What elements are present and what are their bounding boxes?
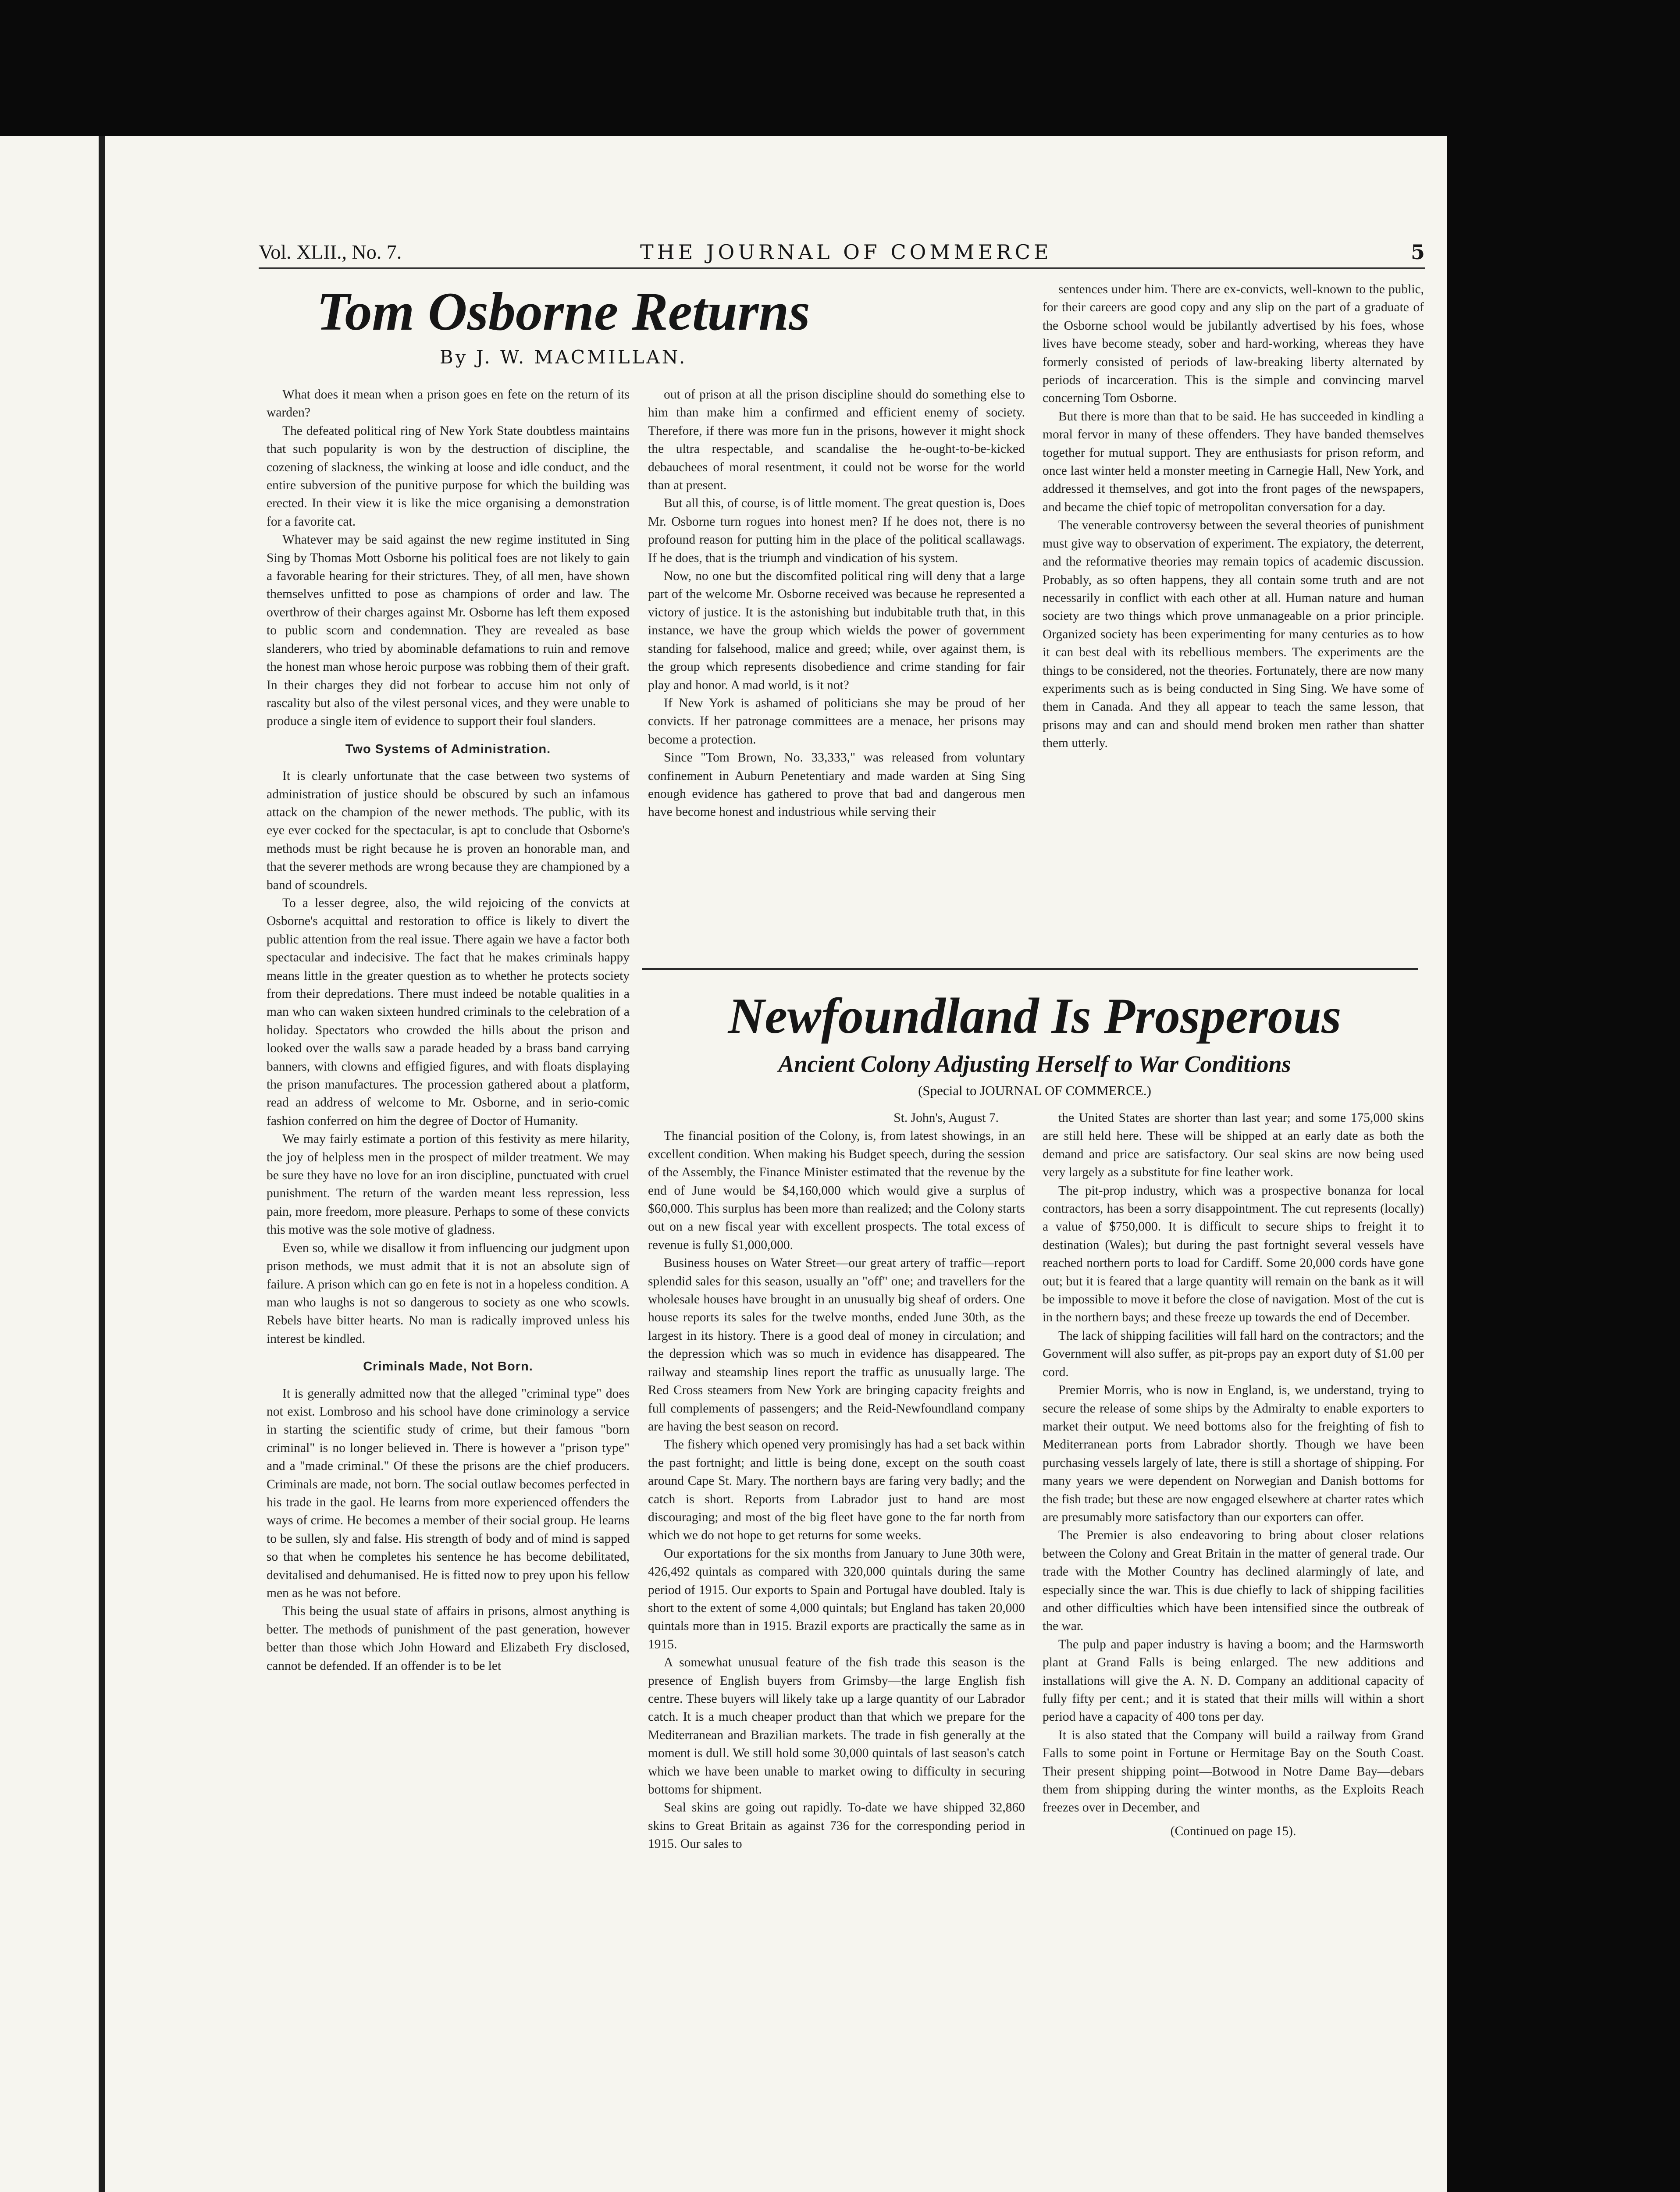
newfoundland-column-2 xyxy=(1043,1109,1424,1840)
paragraph: The pit-prop industry, which was a prospective bonanza for local contractors, has been a sorry disappointment. The cut represents (locally) a value of $750,000. It is difficult to secure ships to freight it to destination (Wales); but during the past fortnight several vessels have reached northern ports to load for Cardiff. Some 20,000 cords have gone out; but it is feared that a large quantity will remain on the bank as it will be impossible to move it before the close of navigation. Most of the cut is in the northern bays; and these freeze up towards the end of December. xyxy=(1043,1183,1424,1325)
article-byline: By J. W. MACMILLAN. xyxy=(439,346,687,368)
paragraph: Whatever may be said against the new regime instituted in Sing Sing by Thomas Mott Osborne his political foes are not likely to gain a favorable hearing for their strictures. They, of all men, have shown themselves unfitted to pose as champions of order and law. The overthrow of their charges against Mr. Osborne has left them exposed to public scorn and condemnation. They are revealed as base slanderers, who tried by abominable defamations to ruin and remove the honest man whose heroic purpose was robbing them of their graft. In their charges they did not forbear to accuse him not only of rascality but also of the vilest personal vices, and they were unable to produce a single item of evidence to support their foul slanders. xyxy=(267,533,630,729)
paragraph: The defeated political ring of New York State doubtless maintains that such popularity is won by the destruction of discipline, the cozening of slackness, the winking at loose and idle conduct, and the entire subversion of the punitive purpose for which the building was erected. In their view it is like the mice organising a demonstration for a favorite cat. xyxy=(267,423,630,529)
paragraph: Since "Tom Brown, No. 33,333," was released from voluntary confinement in Auburn Penetentiary and made warden at Sing Sing enough evidence has gathered to prove that bad and dangerous men have become honest and industrious while serving their xyxy=(648,751,1025,819)
paragraph: But all this, of course, is of little moment. The great question is, Does Mr. Osborne turn rogues into honest men? If he does not, there is no profound reason for putting him in the place of the political scallawags. If he does, that is the triumph and vindication of his system. xyxy=(648,496,1025,565)
paragraph: We may fairly estimate a portion of this festivity as mere hilarity, the joy of helpless men in the prospect of milder treatment. We may be sure they have no love for an iron discipline, punctuated with cruel punishment. The return of the warden meant less repression, less pain, more freedom, more pleasure. Perhaps to some of these convicts this motive was the sole motive of gladness. xyxy=(267,1132,630,1237)
article-subtitle: Ancient Colony Adjusting Herself to War Conditions xyxy=(778,1051,1291,1077)
osborne-column-1 xyxy=(267,386,630,1675)
osborne-column-3 xyxy=(1043,281,1424,753)
section-heading: Two Systems of Administration. xyxy=(345,742,551,756)
paragraph: The Premier is also endeavoring to bring about closer relations between the Colony and Great Britain in the matter of general trade. Our trade with the Mother Country has declined alarmingly of late, and especially since the war. This is due chiefly to lack of shipping facilities and other difficulties which have been intensified since the outbreak of the war. xyxy=(1043,1528,1424,1633)
paragraph: To a lesser degree, also, the wild rejoicing of the convicts at Osborne's acquittal and restoration to office is likely to divert the public attention from the real issue. There again we have a factor both spectacular and indecisive. The fact that he makes criminals happy means little in the greater question as to whether he protects society from their depredations. There must indeed be notable qualities in a man who can waken sixteen hundred criminals to the celebration of a holiday. Spectators who crowded the hills about the prison and looked over the walls saw a parade headed by a brass band carrying banners, with clowns and effigied figures, and with floats displaying the prison manufactures. The procession gathered about a platform, read an address of welcome to Mr. Osborne, and in serio-comic fashion conferred on him the degree of Doctor of Humanity. xyxy=(267,896,630,1128)
paragraph: out of prison at all the prison discipline should do something else to him than make him a confirmed and efficient enemy of society. Therefore, if there was more fun in the prisons, however it might shock the ultra respectable, and scandalise the he-ought-to-be-kicked debauchees of moral resentment, it could not be worse for the world than at present. xyxy=(648,388,1025,493)
paragraph: It is clearly unfortunate that the case between two systems of administration of justice should be obscured by such an infamous attack on the champion of the newer methods. The public, with its eye ever cocked for the spectacular, is apt to conclude that Osborne's methods must be right because he is proven an honorable man, and that the severer methods are wrong because they are championed by a band of scoundrels. xyxy=(267,769,630,892)
paragraph: the United States are shorter than last year; and some 175,000 skins are still held here. These will be shipped at an early date as both the demand and price are satisfactory. Our seal skins are now being used very largely as a substitute for fine leather work. xyxy=(1043,1111,1424,1180)
section-heading: Criminals Made, Not Born. xyxy=(363,1359,533,1374)
paragraph: Our exportations for the six months from January to June 30th were, 426,492 quintals as compared with 320,000 quintals during the same period of 1915. Our exports to Spain and Portugal have doubled. Italy is short to the extent of some 4,000 quintals; but England has taken 20,000 quintals more than in 1915. Brazil exports are practically the same as in 1915. xyxy=(648,1546,1025,1651)
continued-note: (Continued on page 15). xyxy=(1170,1824,1296,1838)
paragraph: The venerable controversy between the several theories of punishment must give way to observation of experiment. The expiatory, the deterrent, and the reformative theories may remain topics of academic discussion. Probably, as so often happens, they all contain some truth and are not necessarily in conflict with each other at all. Human nature and human society are two things which prove unmanageable on a prior principle. Organized society has been experimenting for many centuries as to how it can best deal with its rebellious members. The experiments are the things to be considered, not the theories. Fortunately, there are now many experiments such as is being conducted in Sing Sing. We have some of them in Canada. And they all appear to teach the same lesson, that prisons may and can and should mend broken men rather than shatter them utterly. xyxy=(1043,518,1424,751)
paragraph: Even so, while we disallow it from influencing our judgment upon prison methods, we must admit that it is not an absolute sign of failure. A prison which can go en fete is not in a hopeless condition. A man who laughs is not so dangerous to society as one who scowls. Rebels have bitter hearts. No man is radically improved unless his interest be kindled. xyxy=(267,1241,630,1346)
paragraph: The fishery which opened very promisingly has had a set back within the past fortnight; and little is being done, except on the south coast around Cape St. Mary. The northern bays are faring very badly; and the catch is short. Reports from Labrador just to hand are most discouraging; and most of the big fleet have gone to the far north from which we do not hope to get returns for some weeks. xyxy=(648,1438,1025,1543)
section-divider xyxy=(642,968,1418,970)
scan-margin xyxy=(1447,0,1680,2192)
paragraph: But there is more than that to be said. He has succeeded in kindling a moral fervor in many of these offenders. They have banded themselves together for mutual support. They are enthusiasts for prison reform, and once last winter held a monster meeting in Carnegie Hall, New York, and addressed it themselves, and got into the front pages of the newspapers, and became the chief topic of metropolitan conversation for a day. xyxy=(1043,409,1424,514)
paragraph: Premier Morris, who is now in England, is, we understand, trying to secure the release of some ships by the Admiralty to enable exporters to market their output. We need bottoms also for the freighting of fish to Mediterranean ports from Labrador shortly. Though we have been purchasing vessels largely of late, there is still a shortage of shipping. For many years we were dependent on Norwegian and Danish bottoms for the fish trade; but these are now engaged elsewhere at charter rates which are presumably more satisfactory than our exporters can offer. xyxy=(1043,1383,1424,1524)
paragraph: Seal skins are going out rapidly. To-date we have shipped 32,860 skins to Great Britain as against 736 for the corresponding period in 1915. Our sales to xyxy=(648,1801,1025,1851)
paragraph: This being the usual state of affairs in prisons, almost anything is better. The methods of punishment of the past generation, however better than those which John Howard and Elizabeth Fry disclosed, cannot be defended. If an offender is to be let xyxy=(267,1604,630,1673)
paragraph: Business houses on Water Street—our great artery of traffic—report splendid sales for this season, usually an "off" one; and travellers for the wholesale houses have brought in an unusually big sheaf of orders. One house reports its sales for the twelve months, ended June 30th, as the largest in its history. There is a good deal of money in circulation; and the depression which was so much in evidence has disappeared. The railway and steamship lines report the traffic as unusually large. The Red Cross steamers from New York are bringing capacity freights and full complements of passengers; and the Reid-Newfoundland company are having the best season on record. xyxy=(648,1256,1025,1434)
newfoundland-column-2-body xyxy=(1043,1109,1424,1817)
publication-name: THE JOURNAL OF COMMERCE xyxy=(640,240,1052,264)
paragraph: sentences under him. There are ex-convicts, well-known to the public, for their careers are good copy and any slip on the part of a graduate of the Osborne school would be jubilantly advertised by his foes, whose lives have become steady, sober and hard-working, whereas they have formerly consisted of periods of law-breaking liberty alternated by periods of incarceration. This is the simple and convincing marvel concerning Tom Osborne. xyxy=(1043,282,1424,406)
special-note: (Special to JOURNAL OF COMMERCE.) xyxy=(918,1083,1151,1098)
page-fold-shadow xyxy=(99,136,105,2192)
paragraph: A somewhat unusual feature of the fish trade this season is the presence of English buyers from Grimsby—the large English fish centre. These buyers will likely take up a large quantity of our Labrador catch. It is a much cheaper product than that which we prepare for the Mediterranean and Brazilian markets. The trade in fish generally at the moment is dull. We still hold some 30,000 quintals of last season's catch which we have been unable to market owing to difficulty in securing bottoms for shipment. xyxy=(648,1655,1025,1797)
paragraph: It is generally admitted now that the alleged "criminal type" does not exist. Lombroso and his school have done criminology a service in starting the scientific study of crime, but their famous "born criminal" is no longer believed in. There is however a "prison type" and a "made criminal." Of these the prisons are the chief producers. Criminals are made, not born. The social outlaw becomes perfected in his trade in the gaol. He learns from more experienced offenders the ways of crime. He becomes a member of their social group. He learns to be sullen, sly and false. His strength of body and of mind is sapped so that when he completes his sentence he has become debilitated, devitalised and dehumanised. He is fitted now to prey upon his fellow men as he was not before. xyxy=(267,1386,630,1600)
paragraph: What does it mean when a prison goes en fete on the return of its warden? xyxy=(267,388,630,420)
newfoundland-column-1-body xyxy=(648,1127,1025,1853)
page-number: 5 xyxy=(1410,240,1425,264)
osborne-column-2 xyxy=(648,386,1025,822)
newfoundland-column-1 xyxy=(648,1109,1025,1854)
paragraph: The lack of shipping facilities will fall hard on the contractors; and the Government will also suffer, as pit-props pay an export duty of $1.00 per cord. xyxy=(1043,1328,1424,1379)
paragraph: The financial position of the Colony, is, from latest showings, in an excellent condition. When making his Budget speech, during the session of the Assembly, the Finance Minister estimated that the revenue by the end of June would be $4,160,000 which would give a surplus of $60,000. This surplus has been more than realized; and the Colony starts out on a new fiscal year with excellent prospects. The total excess of revenue is fully $1,000,000. xyxy=(648,1129,1025,1252)
paragraph: It is also stated that the Company will build a railway from Grand Falls to some point in Fortune or Hermitage Bay on the South Coast. Their present shipping point—Botwood in Notre Dame Bay—debars them from shipping during the winter months, as the Exploits Reach freezes over in December, and xyxy=(1043,1728,1424,1815)
article-title-osborne: Tom Osborne Returns xyxy=(317,281,810,342)
dateline: St. John's, August 7. xyxy=(893,1111,999,1125)
paragraph: If New York is ashamed of politicians she may be proud of her convicts. If her patronage committees are a menace, her prisons may become a protection. xyxy=(648,696,1025,747)
article-title-newfoundland: Newfoundland Is Prosperous xyxy=(728,988,1342,1044)
running-header xyxy=(259,237,1425,269)
paragraph: Now, no one but the discomfited political ring will deny that a large part of the welcome Mr. Osborne received was because he represented a victory of justice. It is the astonishing but indubitable truth that, in this instance, we have the group which wields the power of government standing for falsehood, malice and greed; while, over against them, is the group which represents disobedience and crime standing for fair play and honor. A mad world, is it not? xyxy=(648,569,1025,692)
volume-number: Vol. XLII., No. 7. xyxy=(259,241,402,263)
paragraph: The pulp and paper industry is having a boom; and the Harmsworth plant at Grand Falls is being enlarged. The new additions and installations will give the A. N. D. Company an additional capacity of fully fifty per cent.; and it is stated that their mills will within a short period have a capacity of 400 tons per day. xyxy=(1043,1637,1424,1724)
